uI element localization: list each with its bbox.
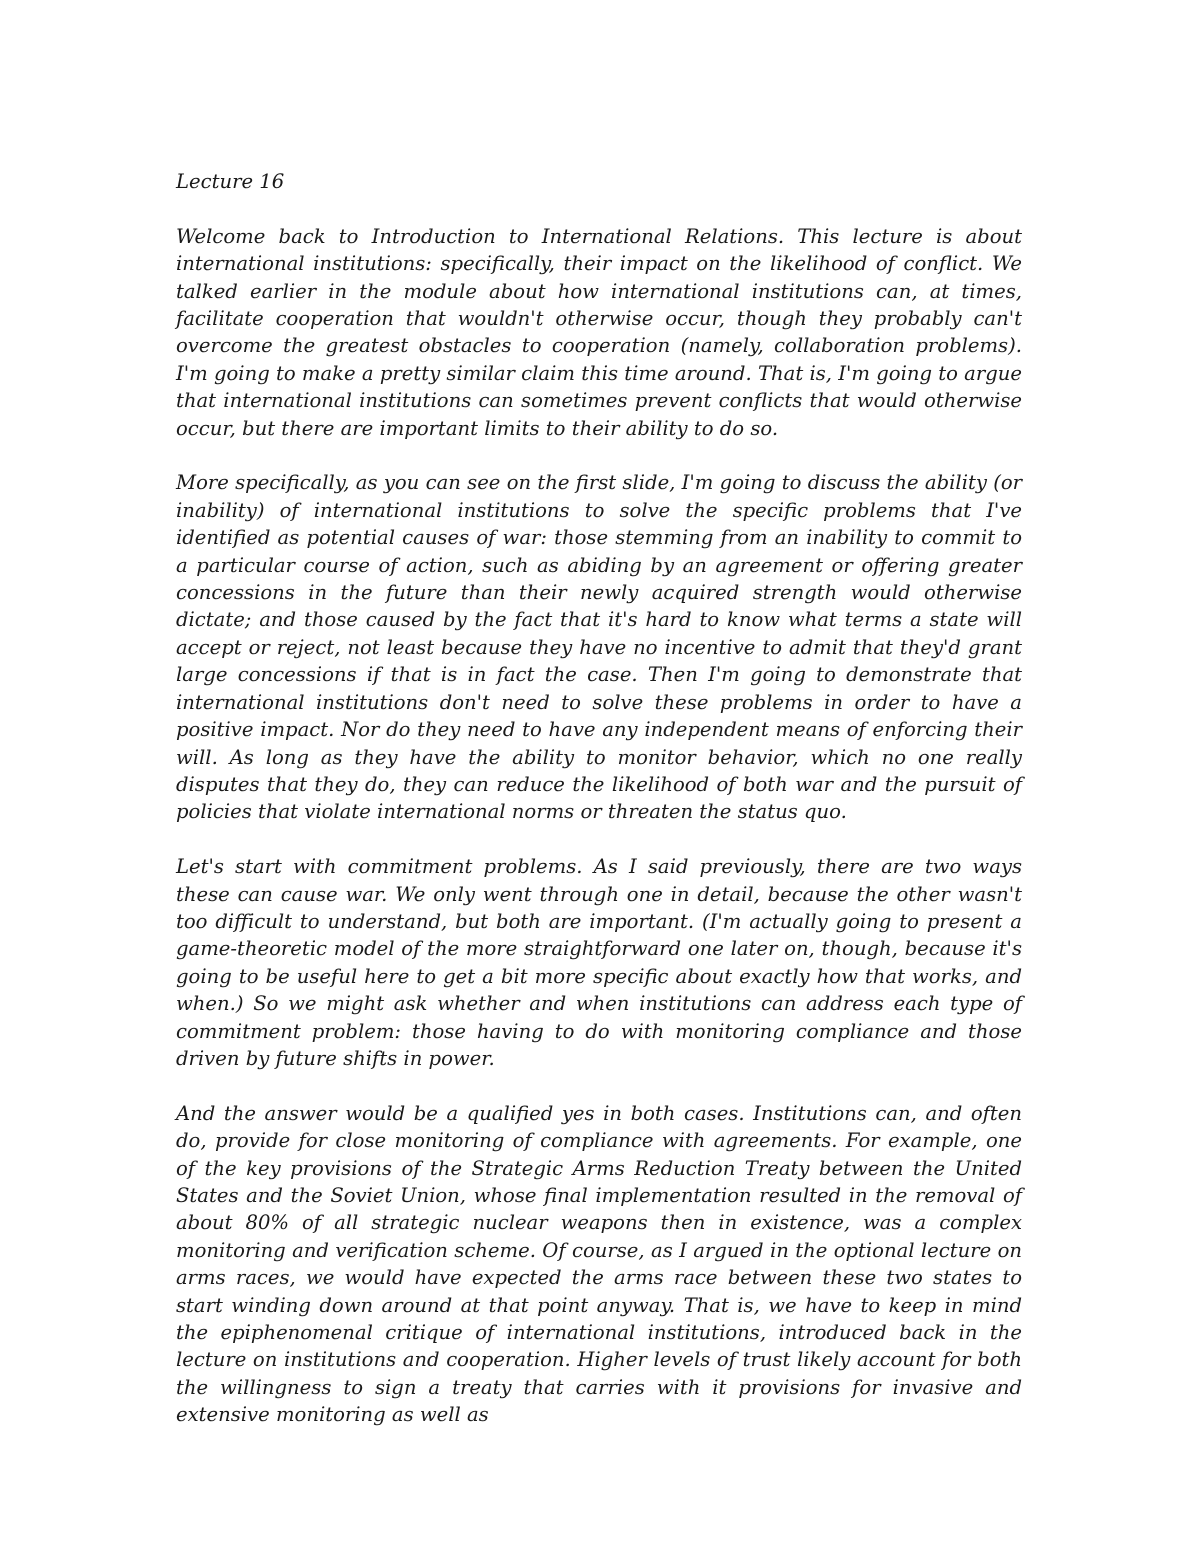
paragraph-monitoring: And the answer would be a qualified yes in both cases. Institutions can, and often do, provide for close monitoring of compliance with agreements. For example, one of the key provisions of the Strategic Arms Reduction Treaty between the United States and the Soviet Union, whose final implementation resulted in the removal of about 80% of all strategic nuclear weapons then in existence, was a complex monitoring and verification scheme. Of course, as I argued in the optional lecture on arms races, we would have expected the arms race between these two states to start winding down around at that point anyway. That is, we have to keep in mind the epiphenomenal critique of international institutions, introduced back in the lecture on institutions and cooperation. Higher levels of trust likely account for both the willingness to sign a treaty that carries with it provisions for invasive and extensive monitoring as well as: [176, 1101, 1022, 1427]
paragraph-commitment-problems: Let's start with commitment problems. As I said previously, there are two ways these can cause war. We only went through one in detail, because the other wasn't too difficult to understand, but both are important. (I'm actually going to present a game-theoretic model of the more straightforward one later on, though, because it's going to be useful here to get a bit more specific about exactly how that works, and when.) So we might ask whether and when institutions can address each type of commitment problem: those having to do with monitoring compliance and those driven by future shifts in power.: [176, 855, 1022, 1070]
document-body: [176, 168, 1022, 1429]
paragraph-intro: Welcome back to Introduction to International Relations. This lecture is about international institutions: specifically, their impact on the likelihood of conflict. We talked earlier in the module about how international institutions can, at times, facilitate cooperation that wouldn't otherwise occur, though they probably can't overcome the greatest obstacles to cooperation (namely, collaboration problems). I'm going to make a pretty similar claim this time around. That is, I'm going to argue that international institutions can sometimes prevent conflicts that would otherwise occur, but there are important limits to their ability to do so.: [176, 224, 1022, 440]
paragraph-overview: More specifically, as you can see on the first slide, I'm going to discuss the ability (or inability) of international institutions to solve the specific problems that I've identified as potential causes of war: those stemming from an inability to commit to a particular course of action, such as abiding by an agreement or offering greater concessions in the future than their newly acquired strength would otherwise dictate; and those caused by the fact that it's hard to know what terms a state will accept or reject, not least because they have no incentive to admit that they'd grant large concessions if that is in fact the case. Then I'm going to demonstrate that international institutions don't need to solve these problems in order to have a positive impact. Nor do they need to have any independent means of enforcing their will. As long as they have the ability to monitor behavior, which no one really disputes that they do, they can reduce the likelihood of both war and the pursuit of policies that violate international norms or threaten the status quo.: [176, 471, 1022, 824]
lecture-title: Lecture 16: [176, 170, 285, 193]
